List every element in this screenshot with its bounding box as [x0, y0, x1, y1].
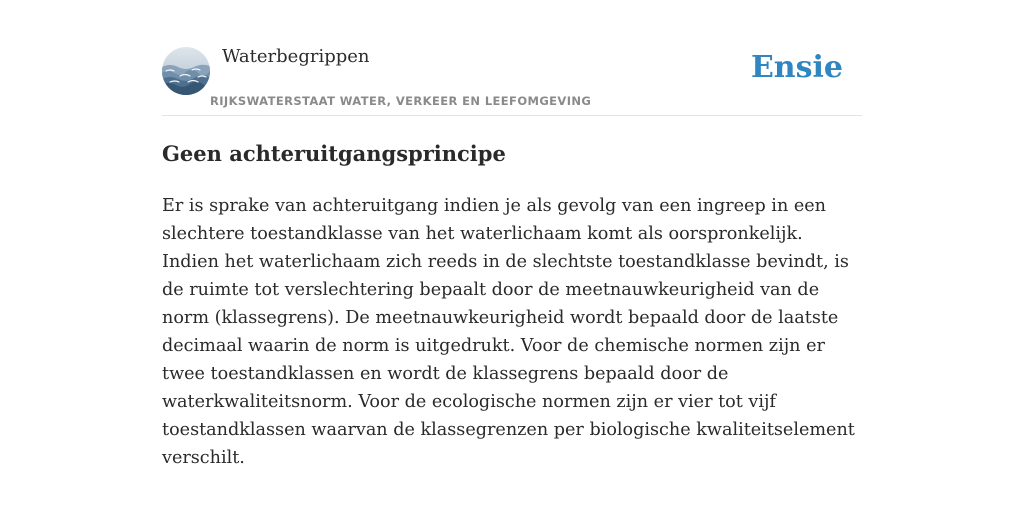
- article-card: [162, 0, 862, 512]
- brand-logo[interactable]: Ensie: [750, 50, 843, 85]
- article-body: Er is sprake van achteruitgang indien je als gevolg van een ingreep in een slechtere toestandklasse van het waterlichaam komt als oorspronkelijk. Indien het waterlichaam zich reeds in de slechtste toestandklasse bevindt, is de ruimte tot verslechtering bepaalt door de meetnauwkeurigheid van de norm (klassegrens). De meetnauwkeurigheid wordt bepaald door de laatste decimaal waarin de norm is uitgedrukt. Voor de chemische normen zijn er twee toestandklassen en wordt de klassegrens bepaald door de waterkwaliteitsnorm. Voor de ecologische normen zijn er vier tot vijf toestandklassen waarvan de klassegrenzen per biologische kwaliteitselement verschilt.: [162, 196, 855, 468]
- page-title: Geen achteruitgangsprincipe: [162, 141, 506, 166]
- site-name-link[interactable]: Waterbegrippen: [222, 46, 370, 67]
- article-header: [162, 0, 862, 116]
- publisher-label: RIJKSWATERSTAAT WATER, VERKEER EN LEEFOMGEVING: [210, 94, 592, 108]
- sea-waves-icon[interactable]: [162, 47, 210, 95]
